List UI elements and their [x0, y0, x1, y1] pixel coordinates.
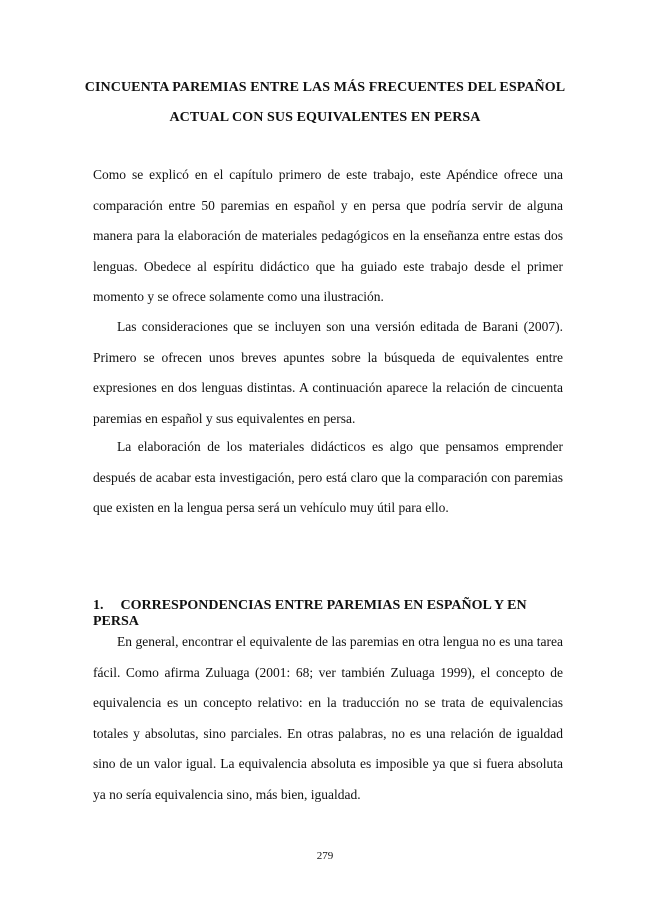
page-number: 279 [316, 850, 334, 862]
section-heading-text: CORRESPONDENCIAS ENTRE PAREMIAS EN ESPAÑOL Y EN PERSA [93, 598, 527, 629]
body-paragraph-2: Las consideraciones que se incluyen son una versión editada de Barani (2007). Primero se ofrecen unos breves apuntes sobre la búsqueda de equivalentes entre expresiones en dos lenguas distintas. A continuación aparece la relación de cincuenta paremias en español y sus equivalentes en persa. [93, 319, 563, 426]
section-number: 1. [93, 598, 104, 613]
document-title-line-1: CINCUENTA PAREMIAS ENTRE LAS MÁS FRECUENTES DEL ESPAÑOL [84, 80, 566, 95]
body-paragraph-1: Como se explicó en el capítulo primero de este trabajo, este Apéndice ofrece una comparación entre 50 paremias en español y en persa que podría servir de alguna manera para la elaboración de materiales pedagógicos en la enseñanza entre estas dos lenguas. Obedece al espíritu didáctico que ha guiado este trabajo desde el primer momento y se ofrece solamente como una ilustración. [93, 167, 563, 304]
document-title-line-2: ACTUAL CON SUS EQUIVALENTES EN PERSA [169, 110, 481, 125]
body-paragraph-3: La elaboración de los materiales didácticos es algo que pensamos emprender después de acabar esta investigación, pero está claro que la comparación con paremias que existen en la lengua persa será un vehículo muy útil para ello. [93, 439, 563, 515]
section-heading [93, 598, 563, 630]
section-paragraph: En general, encontrar el equivalente de las paremias en otra lengua no es una tarea fácil. Como afirma Zuluaga (2001: 68; ver también Zuluaga 1999), el concepto de equivalencia es un concepto relativo: en la traducción no se trata de equivalencias totales y absolutas, sino parciales. En otras palabras, no es una relación de igualdad sino de un valor igual. La equivalencia absoluta es imposible ya que si fuera absoluta ya no sería equivalencia sino, más bien, igualdad. [93, 634, 563, 802]
